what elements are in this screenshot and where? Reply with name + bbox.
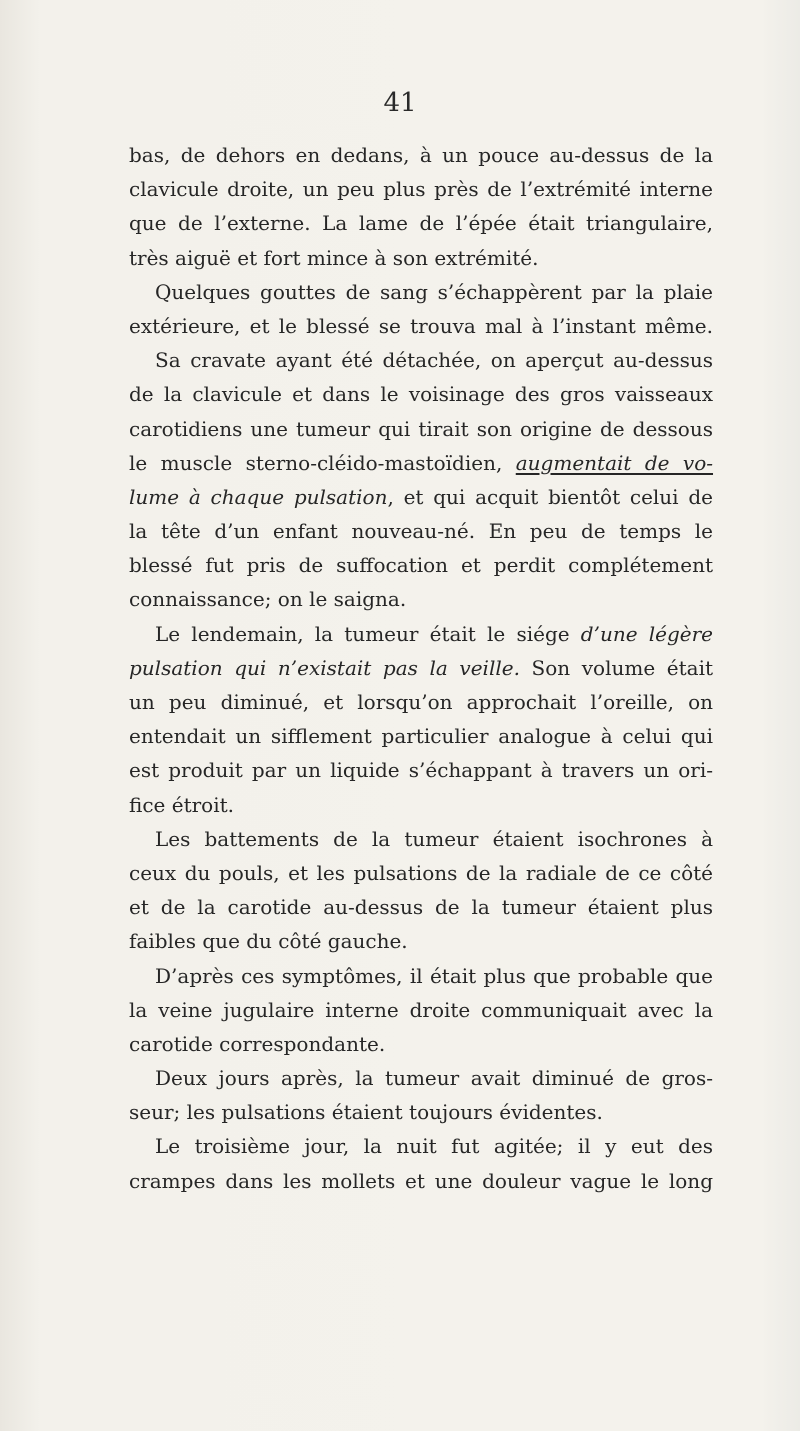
text-segment: Son volume était bbox=[519, 655, 714, 680]
text-line bbox=[129, 446, 713, 480]
text-line: Sa cravate ayant été détachée, on aperçut au-dessus bbox=[155, 348, 713, 373]
text-line: et de la carotide au-dessus de la tumeur étaient plus bbox=[129, 895, 713, 920]
text-line: Deux jours après, la tumeur avait diminué de gros- bbox=[155, 1066, 713, 1091]
text-line: la veine jugulaire interne droite communiquait avec la bbox=[129, 997, 713, 1022]
text-line: entendait un sifflement particulier analogue à celui qui bbox=[129, 724, 713, 749]
text-segment: le muscle sterno-cléido-mastoïdien, bbox=[129, 450, 516, 475]
text-segment: Le lendemain, la tumeur était le siége bbox=[155, 621, 581, 646]
text-line: carotidiens une tumeur qui tirait son origine de dessous bbox=[129, 416, 713, 441]
text-line: D’après ces symptômes, il était plus que probable que bbox=[155, 963, 713, 988]
text-line: extérieure, et le blessé se trouva mal à l’instant même. bbox=[129, 313, 713, 338]
italic-segment: lume à chaque pulsation bbox=[129, 484, 388, 509]
text-line: blessé fut pris de suffocation et perdit complétement bbox=[129, 553, 713, 578]
text-line: ceux du pouls, et les pulsations de la radiale de ce côté bbox=[129, 860, 713, 885]
italic-segment: d’une légère bbox=[580, 621, 713, 646]
text-line: Le troisième jour, la nuit fut agitée; il y eut des bbox=[155, 1134, 713, 1159]
text-line: faibles que du côté gauche. bbox=[129, 929, 408, 954]
italic-segment: augmentait de vo- bbox=[515, 450, 714, 475]
text-line bbox=[129, 617, 713, 651]
text-line: Quelques gouttes de sang s’échappèrent par la plaie bbox=[155, 279, 713, 304]
text-line bbox=[129, 480, 713, 514]
text-line: clavicule droite, un peu plus près de l’extrémité interne bbox=[129, 177, 713, 202]
text-line: que de l’externe. La lame de l’épée était triangulaire, bbox=[129, 211, 713, 236]
text-line bbox=[129, 651, 713, 685]
text-line: la tête d’un enfant nouveau-né. En peu de temps le bbox=[129, 519, 713, 544]
text-line: très aiguë et fort mince à son extrémité. bbox=[129, 245, 539, 270]
text-line: un peu diminué, et lorsqu’on approchait l’oreille, on bbox=[129, 690, 713, 714]
text-line: Les battements de la tumeur étaient isochrones à bbox=[155, 826, 713, 851]
text-line: bas, de dehors en dedans, à un pouce au-dessus de la bbox=[129, 143, 713, 167]
text-line: connaissance; on le saigna. bbox=[129, 587, 407, 612]
text-line: de la clavicule et dans le voisinage des gros vaisseaux bbox=[129, 382, 713, 407]
text-line: crampes dans les mollets et une douleur vague le long bbox=[129, 1168, 713, 1193]
text-segment: , et qui acquit bientôt celui de bbox=[387, 484, 713, 509]
text-line: seur; les pulsations étaient toujours évidentes. bbox=[129, 1100, 603, 1125]
text-line: carotide correspondante. bbox=[129, 1031, 386, 1056]
body-text bbox=[129, 138, 713, 1198]
italic-segment: pulsation qui n’existait pas la veille. bbox=[129, 655, 520, 680]
text-line: fice étroit. bbox=[129, 792, 234, 817]
text-line: est produit par un liquide s’échappant à travers un ori- bbox=[129, 758, 713, 783]
page-number: 41 bbox=[383, 88, 417, 118]
